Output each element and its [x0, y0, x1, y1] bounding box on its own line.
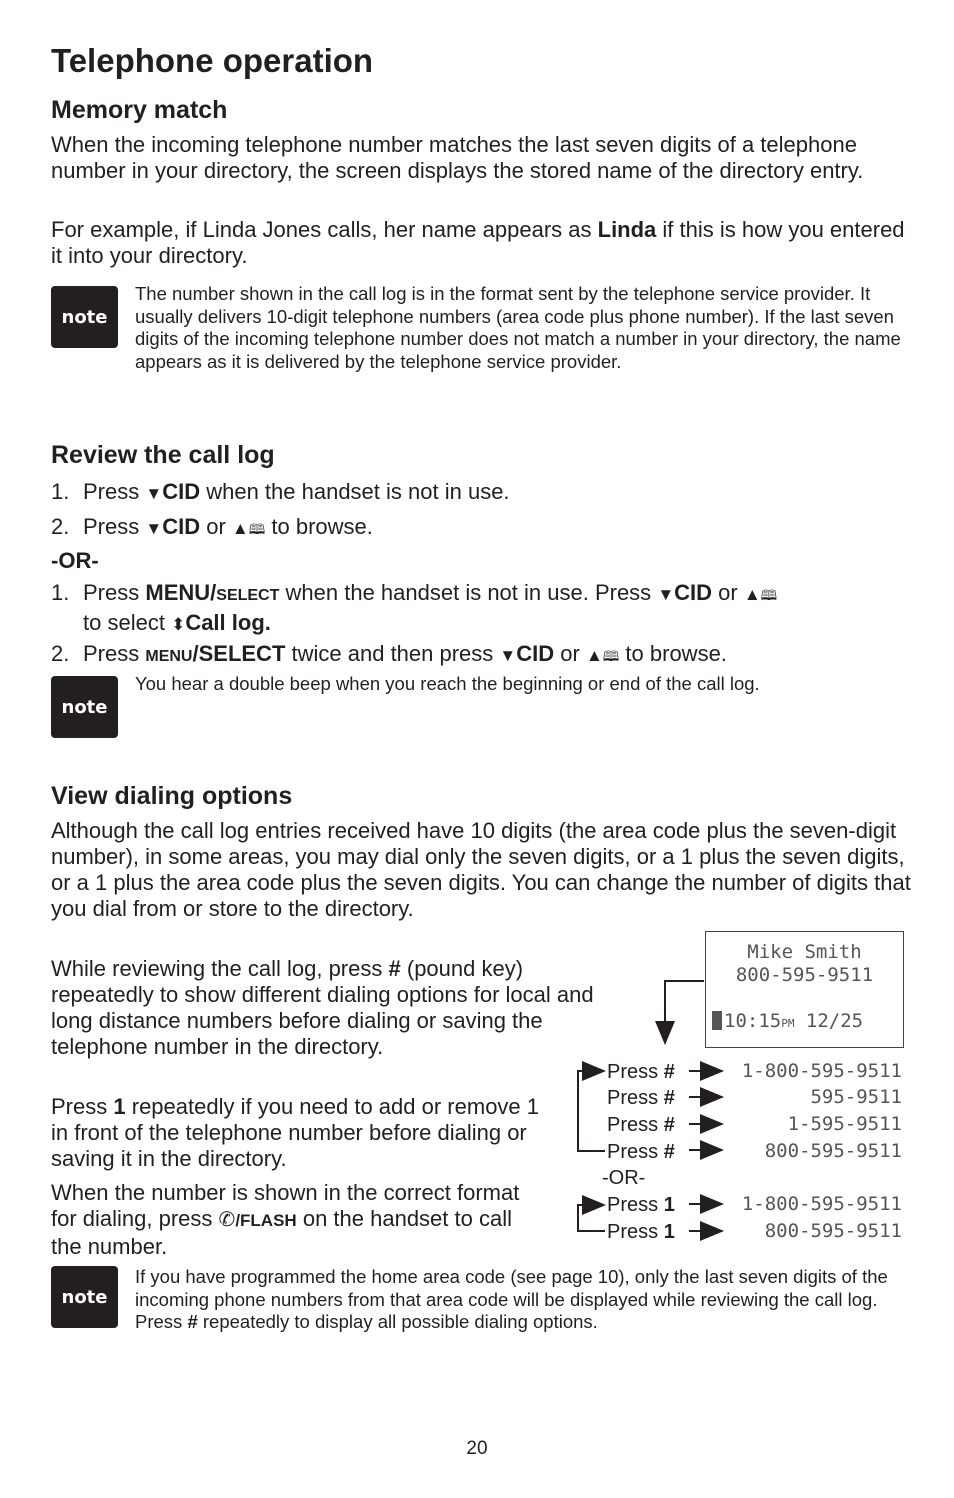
note-icon: note — [51, 1266, 118, 1328]
option-label: Press # — [607, 1061, 675, 1083]
option-value: 800-595-9511 — [764, 1140, 902, 1162]
memory-match-heading: Memory match — [51, 96, 228, 124]
note-icon: note — [51, 286, 118, 348]
page-number: 20 — [466, 1438, 488, 1459]
review-alt-step-1: 1. Press MENU/SELECT when the handset is not in use. Press ▼CID or ▲🕮 to select ⬍Call log. — [51, 580, 778, 635]
dialing-options-pound: While reviewing the call log, press # (pound key) repeatedly to show different dialing options for local and long distance numbers before dialing or saving the telephone number in the directory. — [51, 956, 594, 1059]
option-value: 1-800-595-9511 — [741, 1193, 902, 1215]
book-icon: 🕮 — [602, 648, 620, 664]
down-arrow-icon: ▼ — [499, 646, 517, 665]
down-arrow-icon: ▼ — [657, 585, 675, 604]
memory-match-paragraph: When the incoming telephone number matches the last seven digits of a telephone number in your directory, the screen displays the stored name of the directory entry. — [51, 132, 864, 183]
option-label: Press 1 — [607, 1221, 675, 1243]
screen-number: 800-595-9511 — [735, 964, 874, 986]
dialing-note: If you have programmed the home area code (see page 10), only the last seven digits of the incoming phone numbers from that area code will be displayed while reviewing the call log. Press # repeatedly to display all possible dialing options. — [135, 1266, 888, 1332]
up-arrow-icon: ▲ — [231, 519, 249, 538]
review-alt-step-2: 2. Press MENU/SELECT twice and then press ▼CID or ▲🕮 to browse. — [51, 641, 727, 666]
option-label: Press # — [607, 1114, 675, 1136]
dialing-options-flash: When the number is shown in the correct format for dialing, press ✆/FLASH on the handset to call the number. — [51, 1180, 520, 1259]
option-value: 595-9511 — [810, 1086, 902, 1108]
up-down-arrow-icon: ⬍ — [171, 615, 186, 634]
review-note: You hear a double beep when you reach the beginning or end of the call log. — [135, 673, 760, 694]
down-arrow-icon: ▼ — [145, 484, 163, 503]
option-label: Press 1 — [607, 1194, 675, 1216]
book-icon: 🕮 — [248, 521, 266, 537]
note-icon: note — [51, 676, 118, 738]
memory-match-example: For example, if Linda Jones calls, her name appears as Linda if this is how you entered it into your directory. — [51, 217, 905, 268]
book-icon: 🕮 — [760, 587, 778, 603]
memory-match-note: The number shown in the call log is in the format sent by the telephone service provider. It usually delivers 10-digit telephone numbers (area code plus phone number). If the last seven digits of the incoming telephone number does not match a number in your directory, the name appears as it is delivered by the telephone service provider. — [135, 283, 901, 372]
review-call-log-heading: Review the call log — [51, 441, 275, 469]
dialing-options-one: Press 1 repeatedly if you need to add or remove 1 in front of the telephone number before dialing or saving it in the directory. — [51, 1094, 540, 1171]
screen-status: 10:15PM 12/25 — [712, 1010, 863, 1032]
dialing-options-paragraph: Although the call log entries received have 10 digits (the area code plus the seven-digit number), in some areas, you may dial only the seven digits, or a 1 plus the seven digits, or a 1 plus the area code plus the seven digits. You can change the number of digits that you dial from or store to the directory. — [51, 818, 911, 921]
screen-name: Mike Smith — [747, 941, 862, 963]
review-step-2: 2. Press ▼CID or ▲🕮 to browse. — [51, 514, 373, 539]
talk-icon: ✆ — [218, 1209, 236, 1231]
option-label: Press # — [607, 1141, 675, 1163]
option-label: Press # — [607, 1087, 675, 1109]
or-divider: -OR- — [51, 548, 99, 573]
page-title: Telephone operation — [51, 42, 374, 79]
review-step-1: 1. Press ▼CID when the handset is not in use. — [51, 479, 510, 504]
up-arrow-icon: ▲ — [585, 646, 603, 665]
options-or-divider: -OR- — [602, 1167, 646, 1189]
dialing-options-heading: View dialing options — [51, 782, 293, 810]
option-value: 1-800-595-9511 — [741, 1060, 902, 1082]
down-arrow-icon: ▼ — [145, 519, 163, 538]
up-arrow-icon: ▲ — [743, 585, 761, 604]
option-value: 1-595-9511 — [787, 1113, 902, 1135]
option-value: 800-595-9511 — [764, 1220, 902, 1242]
